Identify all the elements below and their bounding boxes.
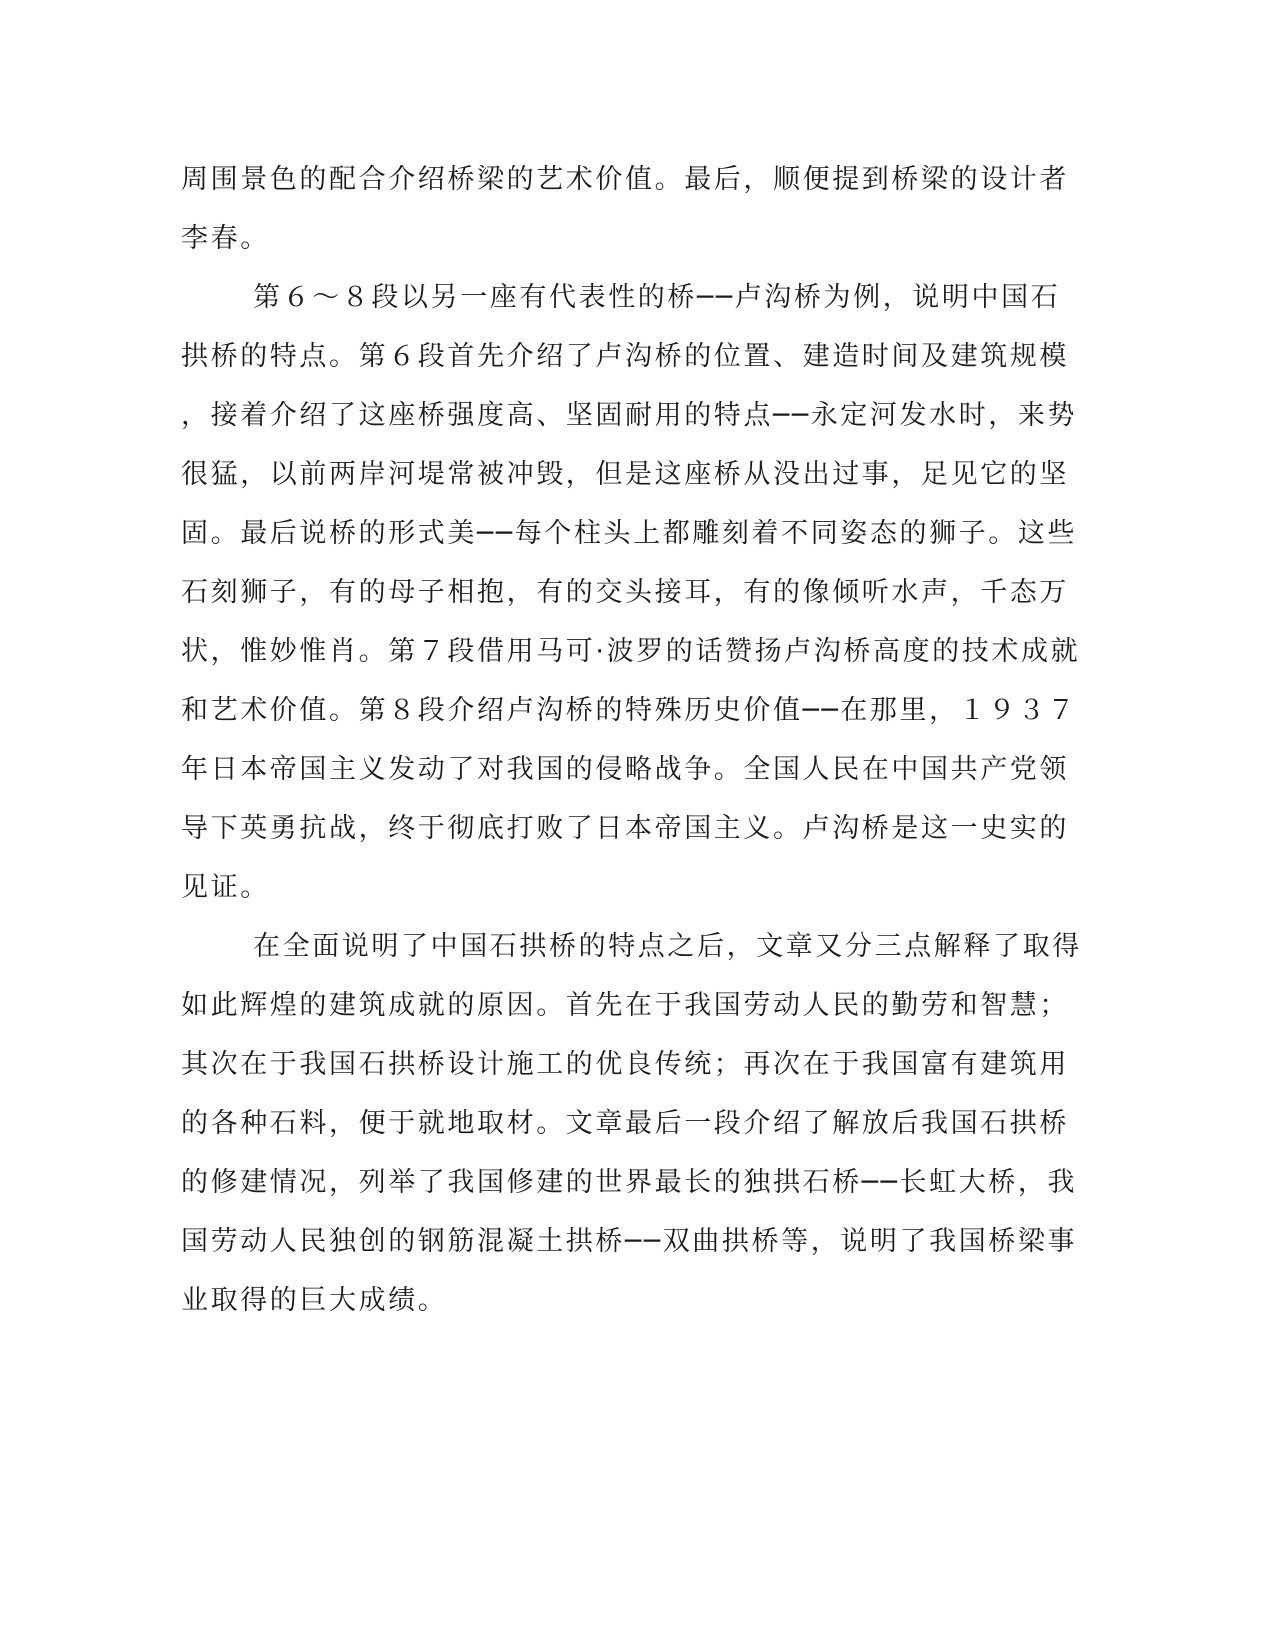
text-line: 李春。 — [181, 223, 270, 254]
text-line: 见证。 — [181, 872, 270, 903]
paragraph-first-line: 第６～８段以另一座有代表性的桥──卢沟桥为例，说明中国石 — [253, 282, 1061, 313]
text-line: 的各种石料，便于就地取材。文章最后一段介绍了解放后我国石拱桥 — [181, 1108, 1069, 1139]
text-line: 导下英勇抗战，终于彻底打败了日本帝国主义。卢沟桥是这一史实的 — [181, 813, 1069, 844]
text-line: 固。最后说桥的形式美──每个柱头上都雕刻着不同姿态的狮子。这些 — [181, 518, 1078, 549]
text-line: 年日本帝国主义发动了对我国的侵略战争。全国人民在中国共产党领 — [181, 754, 1069, 785]
text-line: 如此辉煌的建筑成就的原因。首先在于我国劳动人民的勤劳和智慧； — [181, 990, 1069, 1021]
text-line: 其次在于我国石拱桥设计施工的优良传统；再次在于我国富有建筑用 — [181, 1049, 1069, 1080]
text-line: 的修建情况，列举了我国修建的世界最长的独拱石桥──长虹大桥，我 — [181, 1167, 1078, 1198]
text-line: 石刻狮子，有的母子相抱，有的交头接耳，有的像倾听水声，千态万 — [181, 577, 1069, 608]
text-line: ，接着介绍了这座桥强度高、坚固耐用的特点──永定河发水时，来势 — [181, 400, 1078, 431]
text-line: 很猛，以前两岸河堤常被冲毁，但是这座桥从没出过事，足见它的坚 — [181, 459, 1069, 490]
text-line: 状，惟妙惟肖。第７段借用马可·波罗的话赞扬卢沟桥高度的技术成就 — [181, 636, 1081, 667]
text-line: 拱桥的特点。第６段首先介绍了卢沟桥的位置、建造时间及建筑规模 — [181, 341, 1069, 372]
text-line: 和艺术价值。第８段介绍卢沟桥的特殊历史价值──在那里，１９３７ — [181, 695, 1078, 726]
paragraph-first-line: 在全面说明了中国石拱桥的特点之后，文章又分三点解释了取得 — [253, 931, 1082, 962]
text-line: 周围景色的配合介绍桥梁的艺术价值。最后，顺便提到桥梁的设计者 — [181, 164, 1069, 195]
text-line: 国劳动人民独创的钢筋混凝土拱桥──双曲拱桥等，说明了我国桥梁事 — [181, 1226, 1078, 1257]
text-line: 业取得的巨大成绩。 — [181, 1285, 448, 1316]
